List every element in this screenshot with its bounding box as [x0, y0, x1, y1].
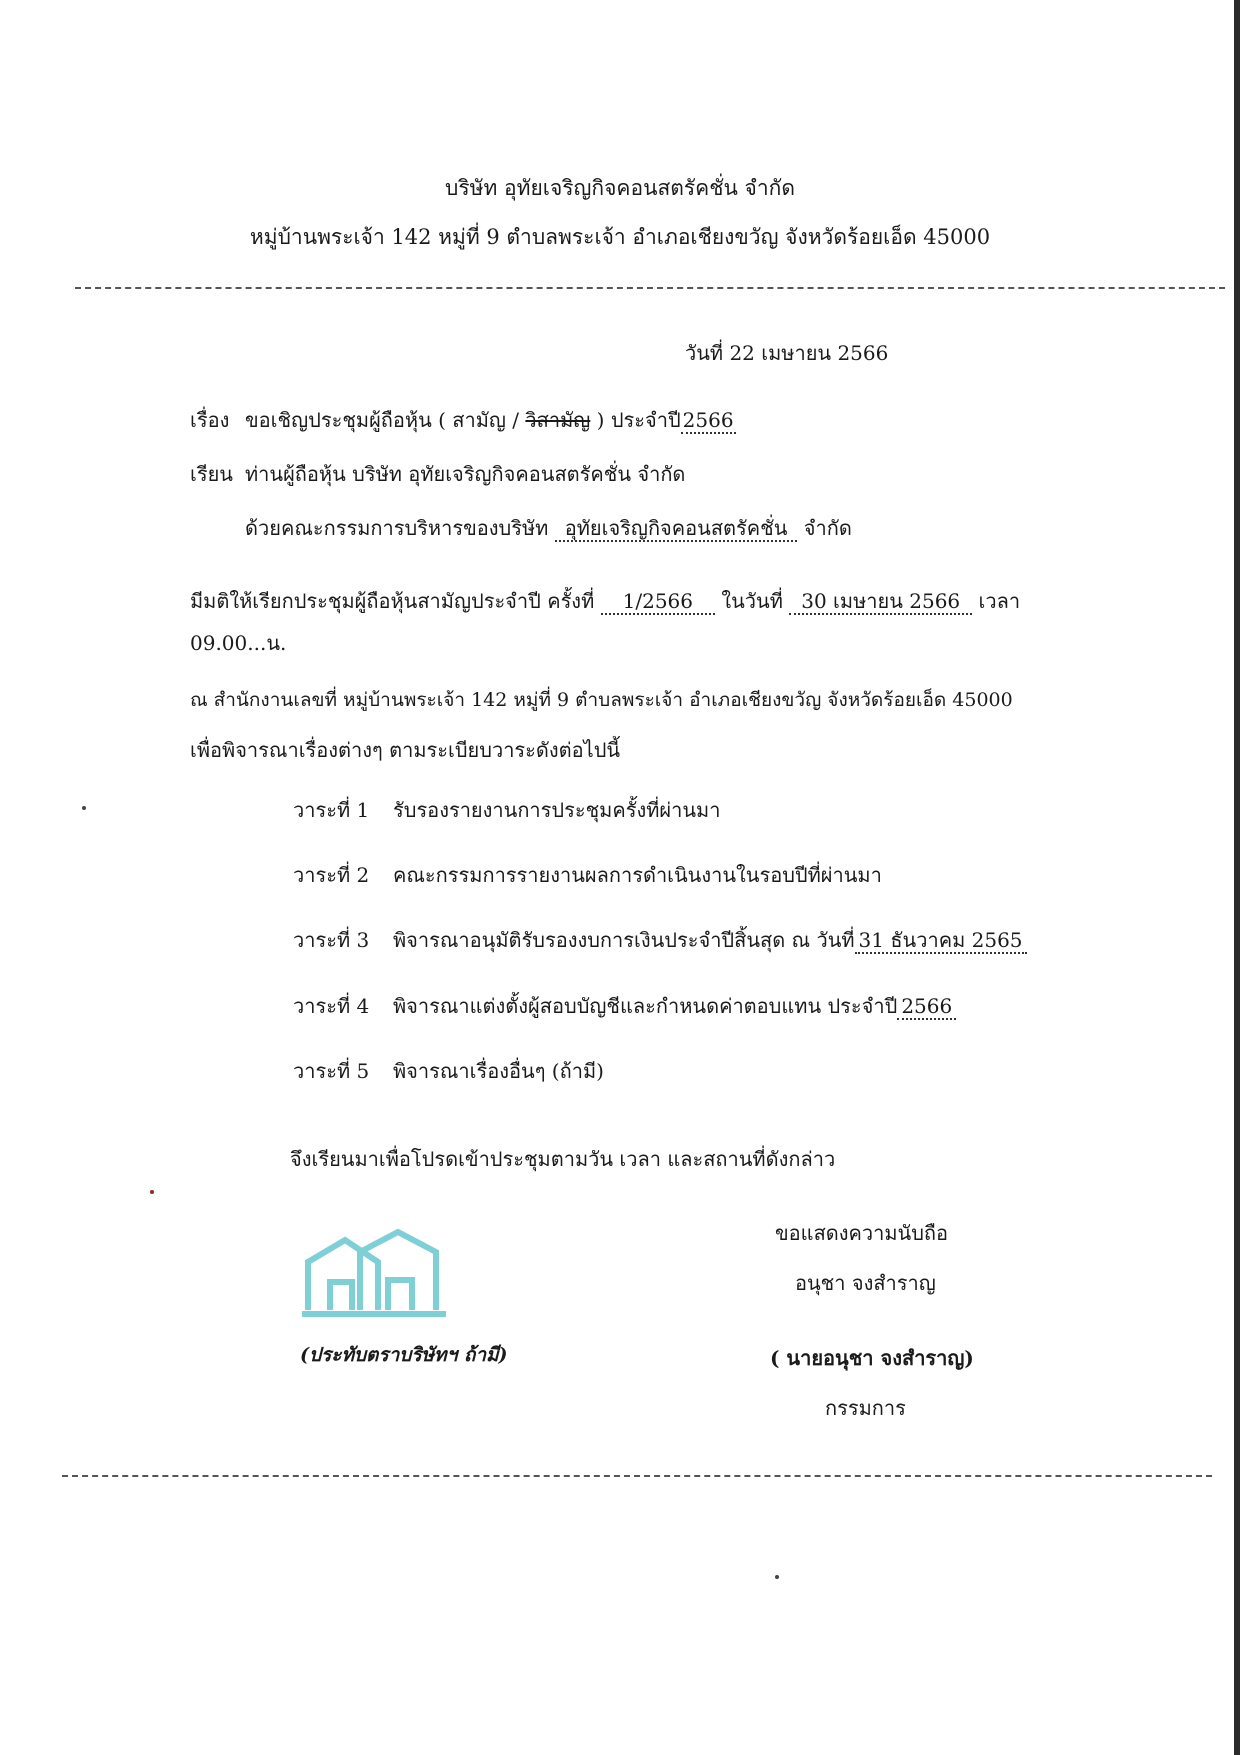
agenda-text: พิจารณาอนุมัติรับรองงบการเงินประจำปีสิ้นสุด ณ วันที่	[393, 928, 855, 952]
agenda-text: พิจารณาแต่งตั้งผู้สอบบัญชีและกำหนดค่าตอบแทน ประจำปี	[393, 994, 898, 1018]
agenda-item	[293, 993, 956, 1019]
subject-struck-option: วิสามัญ	[525, 408, 591, 432]
scan-speck	[150, 1190, 154, 1194]
closing-line: จึงเรียนมาเพื่อโปรดเข้าประชุมตามวัน เวลา และสถานที่ดังกล่าว	[290, 1147, 836, 1171]
date-value: 22 เมษายน 2566	[723, 341, 889, 365]
signatory-title: กรรมการ	[825, 1396, 906, 1420]
meeting-number: 1/2566	[601, 589, 715, 615]
regards-line: ขอแสดงความนับถือ	[775, 1221, 949, 1245]
signed-name: อนุชา จงสำราญ	[795, 1271, 936, 1295]
agenda-label: วาระที่ 4	[293, 994, 370, 1018]
agenda-item	[293, 862, 882, 888]
meeting-time-label: เวลา	[978, 589, 1021, 613]
subject-year: 2566	[682, 408, 734, 432]
opening-company: อุทัยเจริญกิจคอนสตรัคชั่น	[555, 516, 798, 542]
opening-line	[245, 515, 852, 541]
company-address: หมู่บ้านพระเจ้า 142 หมู่ที่ 9 ตำบลพระเจ้า อำเภอเชียงขวัญ จังหวัดร้อยเอ็ด 45000	[249, 225, 991, 249]
resolution-prefix: มีมติให้เรียกประชุมผู้ถือหุ้นสามัญประจำปี ครั้งที่	[190, 589, 595, 613]
bottom-dashed-divider	[62, 1475, 1212, 1477]
opening-prefix: ด้วยคณะกรรมการบริหารของบริษัท	[245, 516, 549, 540]
scan-speck	[775, 1575, 779, 1579]
agenda-fill-year: 2566	[897, 994, 956, 1020]
meeting-date-label: ในวันที่	[721, 589, 783, 613]
agenda-item	[293, 927, 1027, 953]
date-line	[685, 340, 888, 366]
recipient-text: ท่านผู้ถือหุ้น บริษัท อุทัยเจริญกิจคอนสตรัคชั่น จำกัด	[245, 462, 686, 486]
subject-text-before: ขอเชิญประชุมผู้ถือหุ้น ( สามัญ /	[245, 408, 526, 432]
recipient-label: เรียน	[190, 462, 233, 486]
stamp-caption: (ประทับตราบริษัทฯ ถ้ามี)	[300, 1344, 508, 1366]
meeting-date: 30 เมษายน 2566	[789, 589, 972, 615]
agenda-item	[293, 797, 720, 823]
agenda-label: วาระที่ 2	[293, 863, 370, 887]
agenda-text: รับรองรายงานการประชุมครั้งที่ผ่านมา	[393, 798, 721, 822]
agenda-label: วาระที่ 5	[293, 1059, 370, 1083]
agenda-label: วาระที่ 1	[293, 798, 370, 822]
agenda-label: วาระที่ 3	[293, 928, 370, 952]
subject-text-after: ) ประจำปี	[590, 408, 681, 432]
scan-edge-bar	[1234, 0, 1240, 1755]
agenda-text: คณะกรรมการรายงานผลการดำเนินงานในรอบปีที่ผ่านมา	[393, 863, 882, 887]
printed-name: ( นายอนุชา จงสำราญ)	[770, 1346, 974, 1370]
venue-line: ณ สำนักงานเลขที่ หมู่บ้านพระเจ้า 142 หมู่ที่ 9 ตำบลพระเจ้า อำเภอเชียงขวัญ จังหวัดร้อยเอ็ด 45000	[190, 689, 1013, 711]
subject-line	[190, 407, 736, 433]
company-stamp-icon	[300, 1222, 450, 1332]
top-dashed-divider	[75, 287, 1225, 289]
opening-suffix: จำกัด	[803, 516, 852, 540]
company-name: บริษัท อุทัยเจริญกิจคอนสตรัคชั่น จำกัด	[445, 176, 795, 200]
meeting-time: 09.00...น.	[190, 631, 287, 655]
subject-label: เรื่อง	[190, 408, 230, 432]
date-label: วันที่	[685, 341, 724, 365]
agenda-item	[293, 1058, 604, 1084]
recipient-line	[190, 461, 685, 487]
resolution-line	[190, 588, 1020, 614]
scan-speck	[82, 806, 86, 810]
agenda-text: พิจารณาเรื่องอื่นๆ (ถ้ามี)	[393, 1059, 604, 1083]
agenda-fill-date: 31 ธันวาคม 2565	[855, 928, 1027, 954]
purpose-line: เพื่อพิจารณาเรื่องต่างๆ ตามระเบียบวาระดังต่อไปนี้	[190, 738, 621, 762]
